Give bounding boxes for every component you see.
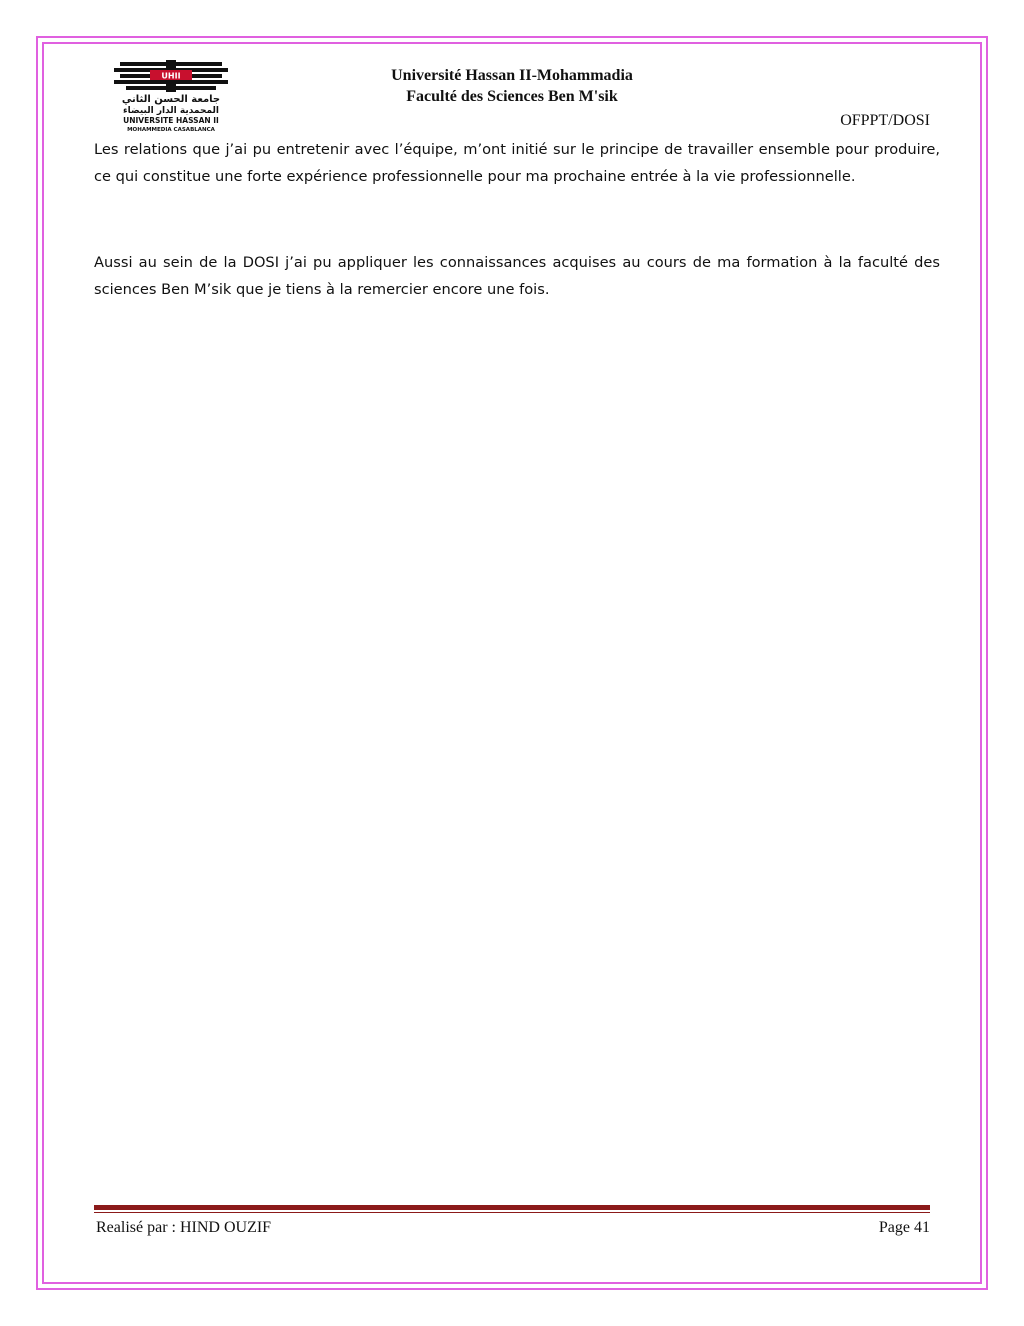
- university-name: Université Hassan II-Mohammadia: [391, 67, 633, 84]
- logo-arabic-line1: جامعة الحسن الثاني: [121, 94, 221, 105]
- page-border-inner: [42, 42, 982, 1284]
- faculty-name: Faculté des Sciences Ben M'sik: [406, 88, 618, 105]
- logo-latin-line2: MOHAMMEDIA CASABLANCA: [127, 127, 215, 133]
- logo-badge-text: UHII: [161, 71, 181, 81]
- footer-author: Realisé par : HIND OUZIF: [96, 1219, 272, 1236]
- logo-latin-line1: UNIVERSITE HASSAN II: [123, 116, 219, 125]
- logo-arabic-line2: المحمدية الدار البيضاء: [123, 106, 219, 116]
- body-paragraph: Aussi au sein de la DOSI j’ai pu appliquer les connaissances acquises au cours de ma formation à la faculté des sciences Ben M’sik que je tiens à la remercier encore une fois.: [94, 254, 940, 298]
- footer-divider: [94, 1205, 930, 1210]
- university-logo-icon: [92, 58, 250, 134]
- footer-divider-thin: [94, 1212, 930, 1213]
- department-label: OFPPT/DOSI: [840, 112, 930, 129]
- page-number: Page 41: [878, 1219, 930, 1236]
- body-paragraph: Les relations que j’ai pu entretenir avec l’équipe, m’ont initié sur le principe de travailler ensemble pour produire, ce qui constitue une forte expérience professionnelle pour ma prochaine entrée à la vie professionnelle.: [94, 141, 940, 185]
